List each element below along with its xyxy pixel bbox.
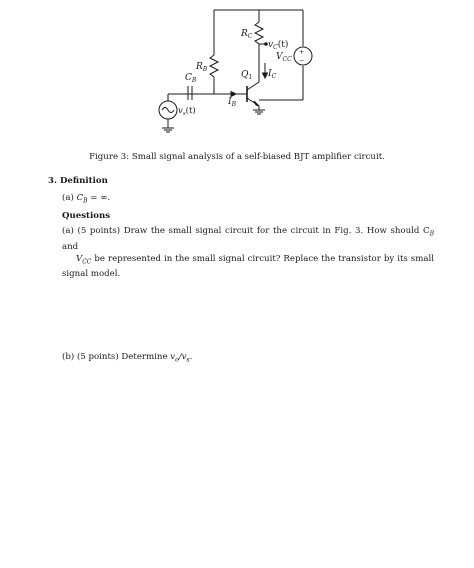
question-b-vs-sub: s (186, 356, 190, 364)
section-heading: 3. Definition (48, 176, 108, 186)
label-cb: $C_B$ (185, 73, 197, 84)
ic-arrow-head (263, 73, 268, 78)
label-rc: $R_C$ (241, 29, 253, 40)
definition-a-symbol: C (76, 193, 84, 203)
question-b-vo: v (170, 352, 176, 362)
question-b-period: . (189, 352, 193, 362)
bjt-emitter-arrow (254, 101, 259, 106)
circuit-diagram (0, 0, 474, 150)
label-ib: $I_B$ (228, 97, 236, 108)
question-b-label: (b) (62, 352, 75, 362)
vc-node (265, 43, 268, 46)
questions-heading: Questions (62, 211, 111, 221)
question-a-vcc-sub: CC (82, 258, 92, 266)
label-rb: $R_B$ (196, 62, 208, 73)
label-vc: $v_C(t)$ (268, 40, 289, 51)
label-vcc: $V_{CC}$ (276, 52, 292, 63)
definition-a-label: (a) (62, 193, 77, 203)
definition-a (62, 192, 110, 208)
definition-a-value: = ∞. (87, 193, 111, 203)
question-a-sub: B (429, 230, 434, 238)
question-a-rest: be represented in the small signal circuit? Replace the transistor by its small signal model. (62, 253, 434, 280)
definition-a-sub: B (83, 197, 88, 205)
question-a-text: (5 points) Draw the small signal circuit for the circuit in Fig. 3. How should C (77, 226, 430, 236)
question-a-label: (a) (62, 226, 74, 236)
bjt-collector (247, 82, 259, 90)
rb-resistor (210, 55, 218, 77)
ib-arrow-head (231, 92, 236, 97)
question-b-vo-sub: o (175, 356, 179, 364)
question-a-vcc: V (76, 253, 83, 264)
rc-resistor (255, 22, 263, 44)
question-b-vs: /v (178, 352, 187, 362)
label-vs: $v_s(t)$ (178, 106, 196, 117)
vs-sine-icon (162, 108, 174, 113)
question-b-text: (5 points) Determine (76, 352, 171, 362)
question-a-and: and (62, 241, 79, 252)
figure-caption: Figure 3: Small signal analysis of a self-biased BJT amplifier circuit. (89, 152, 385, 162)
label-ic: $I_C$ (268, 69, 277, 80)
vcc-plus-icon: + (299, 49, 305, 56)
question-a (62, 225, 434, 280)
vcc-minus-icon: − (299, 57, 305, 64)
question-b (62, 351, 192, 367)
label-q1: $Q_1$ (241, 70, 253, 81)
